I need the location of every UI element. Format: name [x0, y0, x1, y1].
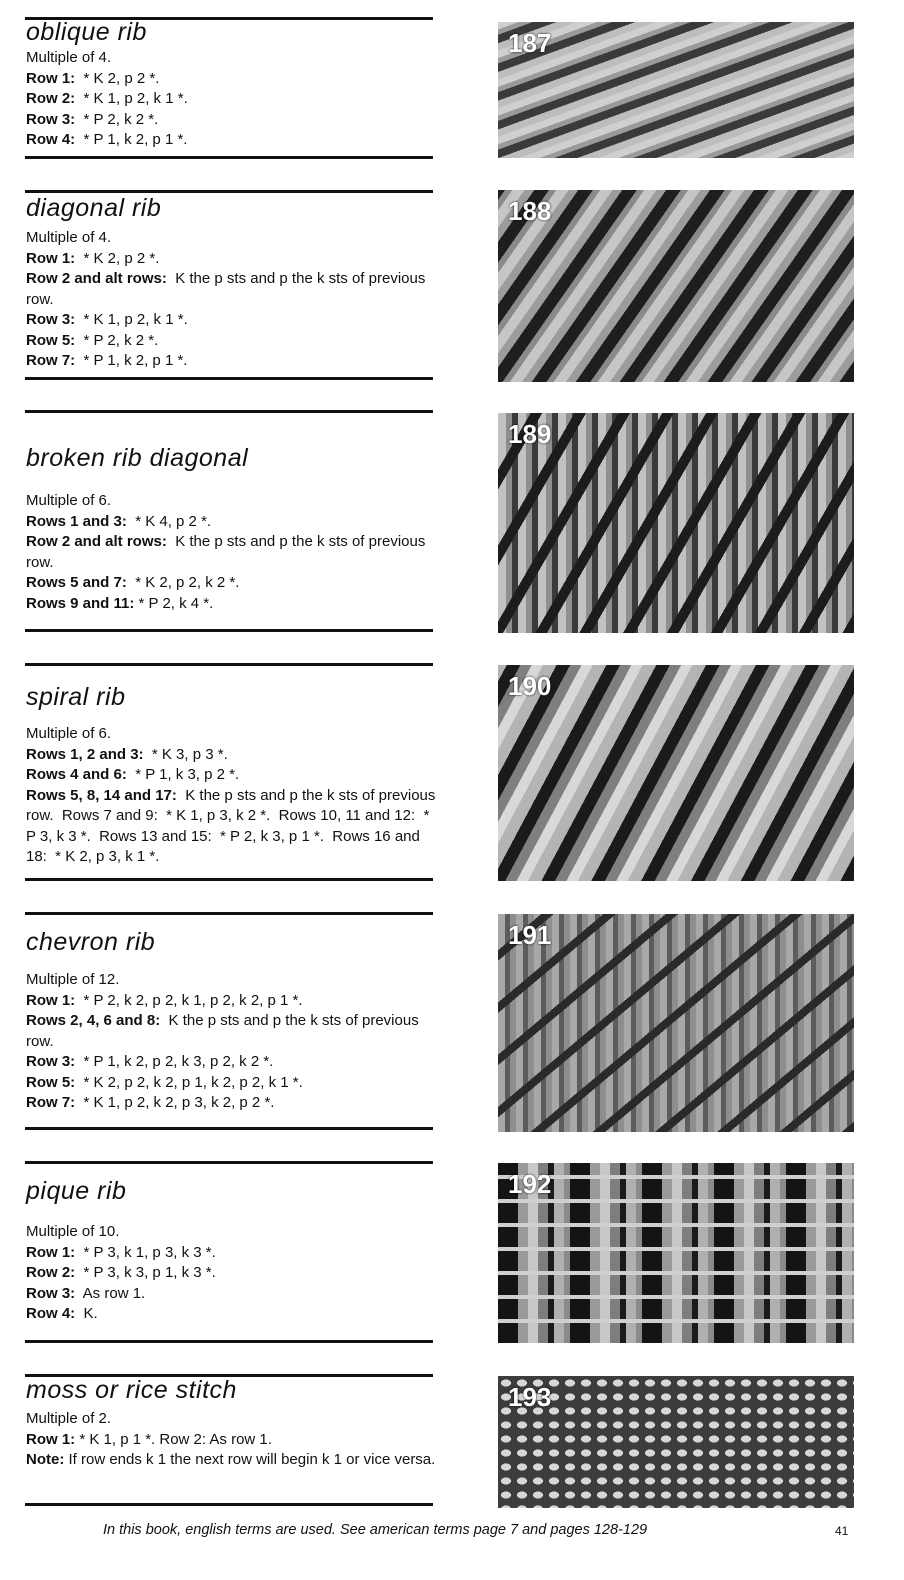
- divider: [25, 878, 433, 881]
- row-text: * P 1, k 2, p 1 *.: [75, 352, 188, 369]
- swatch-number: 190: [508, 671, 552, 701]
- instruction-line: [26, 331, 436, 352]
- row-label: Row 7:: [26, 1094, 76, 1111]
- instruction-line: [26, 1263, 436, 1284]
- instructions: [26, 228, 436, 372]
- row-text: * P 2, k 4 *.: [134, 594, 214, 612]
- instruction-line: [26, 310, 436, 331]
- row-text: * P 2, k 2, p 2, k 1, p 2, k 2, p 1 *.: [75, 991, 303, 1009]
- stitch-title: oblique rib: [26, 18, 147, 46]
- instructions: [26, 970, 436, 1114]
- row-label: Row 2 and alt rows:: [26, 533, 167, 550]
- row-label: Row 4:: [26, 1305, 76, 1322]
- instruction-line: [26, 724, 436, 745]
- row-text: * K 2, p 2 *.: [75, 69, 160, 87]
- divider: [25, 629, 433, 632]
- reference-code: [476, 916, 496, 1130]
- instruction-line: [26, 228, 436, 249]
- stitch-title: spiral rib: [26, 683, 126, 711]
- instructions: [26, 491, 436, 614]
- instruction-line: [26, 970, 436, 991]
- row-text: * K 3, p 3 *.: [143, 745, 228, 763]
- row-text: Multiple of 6.: [26, 492, 112, 509]
- row-text: * K 1, p 1 *. Row 2: As row 1.: [75, 1430, 272, 1448]
- instruction-line: [26, 532, 436, 573]
- row-text: As row 1.: [75, 1284, 146, 1302]
- instruction-line: [26, 786, 440, 868]
- reference-code: [476, 667, 496, 879]
- stitch-title: chevron rib: [26, 928, 156, 956]
- row-label: Row 1:: [26, 1430, 76, 1448]
- row-text: K the p sts and p the k sts of previous row.: [26, 533, 430, 571]
- stitch-title: broken rib diagonal: [26, 444, 249, 472]
- row-text: * P 2, k 2 *.: [75, 110, 159, 128]
- instruction-line: [26, 765, 436, 786]
- row-label: Row 1:: [26, 1243, 76, 1261]
- row-label: Row 1:: [26, 249, 76, 267]
- instruction-line: [26, 1011, 436, 1052]
- row-label: Row 3:: [26, 110, 76, 128]
- row-text: Multiple of 12.: [26, 971, 120, 988]
- swatch-photo: [498, 1163, 854, 1343]
- row-label: Row 3:: [26, 311, 76, 328]
- divider: [25, 156, 433, 159]
- divider: [25, 1127, 433, 1130]
- swatch-photo: [498, 190, 854, 382]
- instruction-line: [26, 573, 436, 594]
- row-label: Row 1:: [26, 69, 76, 87]
- divider: [25, 663, 433, 666]
- row-text: * P 3, k 1, p 3, k 3 *.: [75, 1243, 216, 1261]
- instruction-line: [26, 1450, 436, 1471]
- swatch-photo: [498, 22, 854, 158]
- instruction-line: [26, 1222, 436, 1243]
- row-label: Row 3:: [26, 1053, 76, 1070]
- instruction-line: [26, 110, 436, 131]
- row-text: * P 1, k 2, p 1 *.: [75, 131, 188, 148]
- instruction-line: [26, 1409, 436, 1430]
- row-label: Rows 2, 4, 6 and 8:: [26, 1012, 161, 1029]
- instructions: [26, 1222, 436, 1325]
- instruction-line: [26, 1284, 436, 1305]
- reference-code: [476, 25, 496, 157]
- row-label: Rows 4 and 6:: [26, 766, 127, 783]
- swatch-number: 187: [508, 28, 552, 58]
- instruction-line: [26, 745, 436, 766]
- swatch-number: 191: [508, 920, 552, 950]
- row-label: Rows 1 and 3:: [26, 512, 127, 530]
- stitch-title: pique rib: [26, 1177, 127, 1205]
- row-text: Multiple of 6.: [26, 725, 112, 742]
- instruction-line: [26, 89, 436, 110]
- instruction-line: [26, 991, 436, 1012]
- row-text: * K 4, p 2 *.: [126, 512, 212, 530]
- row-text: * P 1, k 2, p 2, k 3, p 2, k 2 *.: [75, 1053, 274, 1070]
- row-text: * K 2, p 2, k 2 *.: [126, 574, 240, 591]
- instruction-line: [26, 269, 436, 310]
- swatch-photo: [498, 413, 854, 633]
- row-text: * K 1, p 2, k 1 *.: [75, 90, 188, 107]
- row-text: If row ends k 1 the next row will begin k 1 or vice versa.: [64, 1451, 436, 1468]
- swatch-number: 193: [508, 1382, 552, 1412]
- row-label: Note:: [26, 1451, 65, 1468]
- instruction-line: [26, 69, 436, 90]
- swatch-photo: [498, 1376, 854, 1508]
- instruction-line: [26, 130, 436, 151]
- divider: [25, 1503, 433, 1506]
- row-text: K the p sts and p the k sts of previous row.: [26, 1012, 423, 1050]
- footer-note: In this book, english terms are used. See american terms page 7 and pages 128-129: [103, 1522, 648, 1538]
- divider: [25, 1161, 433, 1164]
- instruction-line: [26, 1052, 436, 1073]
- instruction-line: [26, 512, 436, 533]
- row-label: Rows 5 and 7:: [26, 574, 127, 591]
- row-text: * P 3, k 3, p 1, k 3 *.: [75, 1264, 216, 1281]
- row-text: K.: [75, 1305, 98, 1322]
- swatch-number: 192: [508, 1169, 552, 1199]
- swatch-photo: [498, 914, 854, 1132]
- swatch-number: 189: [508, 419, 552, 449]
- row-text: Multiple of 2.: [26, 1410, 112, 1427]
- row-text: K the p sts and p the k sts of previous row. Rows 7 and 9: * K 1, p 3, k 2 *. Rows 10, 11 and 12: * P 3, k 3 *. Rows 13 and 15: * P 2, k 3, p 1 *. Rows 16 and 18: * K 2, p 3, k 1 *.: [26, 786, 440, 865]
- row-label: Row 3:: [26, 1284, 76, 1302]
- instructions: [26, 724, 440, 868]
- row-label: Row 5:: [26, 1073, 76, 1091]
- divider: [25, 410, 433, 413]
- instruction-line: [26, 249, 436, 270]
- reference-code: [476, 1377, 496, 1507]
- row-label: Row 2:: [26, 90, 76, 107]
- reference-code: [476, 192, 496, 380]
- row-text: * K 1, p 2, k 1 *.: [75, 311, 188, 328]
- instructions: [26, 48, 436, 151]
- row-label: Row 2 and alt rows:: [26, 270, 167, 287]
- stitch-title: diagonal rib: [26, 194, 162, 222]
- instruction-line: [26, 491, 436, 512]
- page-number: 41: [835, 1524, 849, 1538]
- row-text: K the p sts and p the k sts of previous row.: [26, 270, 430, 308]
- instruction-line: [26, 1243, 436, 1264]
- swatch-photo: [498, 665, 854, 881]
- row-label: Row 1:: [26, 991, 76, 1009]
- divider: [25, 190, 433, 193]
- instruction-line: [26, 1093, 436, 1114]
- row-label: Rows 1, 2 and 3:: [26, 745, 144, 763]
- row-text: * K 1, p 2, k 2, p 3, k 2, p 2 *.: [75, 1094, 275, 1111]
- instruction-line: [26, 1430, 436, 1451]
- row-text: Multiple of 4.: [26, 229, 112, 246]
- row-text: * P 2, k 2 *.: [75, 331, 159, 349]
- divider: [25, 912, 433, 915]
- instruction-line: [26, 351, 436, 372]
- row-label: Rows 5, 8, 14 and 17:: [26, 786, 177, 804]
- row-label: Row 5:: [26, 331, 76, 349]
- instruction-line: [26, 594, 436, 615]
- stitch-title: moss or rice stitch: [26, 1376, 237, 1404]
- reference-code: [476, 415, 496, 633]
- row-label: Row 4:: [26, 131, 76, 148]
- row-text: * P 1, k 3, p 2 *.: [126, 766, 240, 783]
- row-label: Row 7:: [26, 352, 76, 369]
- row-text: Multiple of 4.: [26, 49, 112, 66]
- row-text: * K 2, p 2, k 2, p 1, k 2, p 2, k 1 *.: [75, 1073, 303, 1091]
- divider: [25, 377, 433, 380]
- instructions: [26, 1409, 436, 1471]
- divider: [25, 1340, 433, 1343]
- instruction-line: [26, 1073, 436, 1094]
- row-label: Row 2:: [26, 1264, 76, 1281]
- reference-code: [476, 1165, 496, 1343]
- row-text: Multiple of 10.: [26, 1223, 120, 1240]
- row-label: Rows 9 and 11:: [26, 594, 135, 612]
- instruction-line: [26, 1304, 436, 1325]
- row-text: * K 2, p 2 *.: [75, 249, 160, 267]
- swatch-number: 188: [508, 196, 552, 226]
- instruction-line: [26, 48, 436, 69]
